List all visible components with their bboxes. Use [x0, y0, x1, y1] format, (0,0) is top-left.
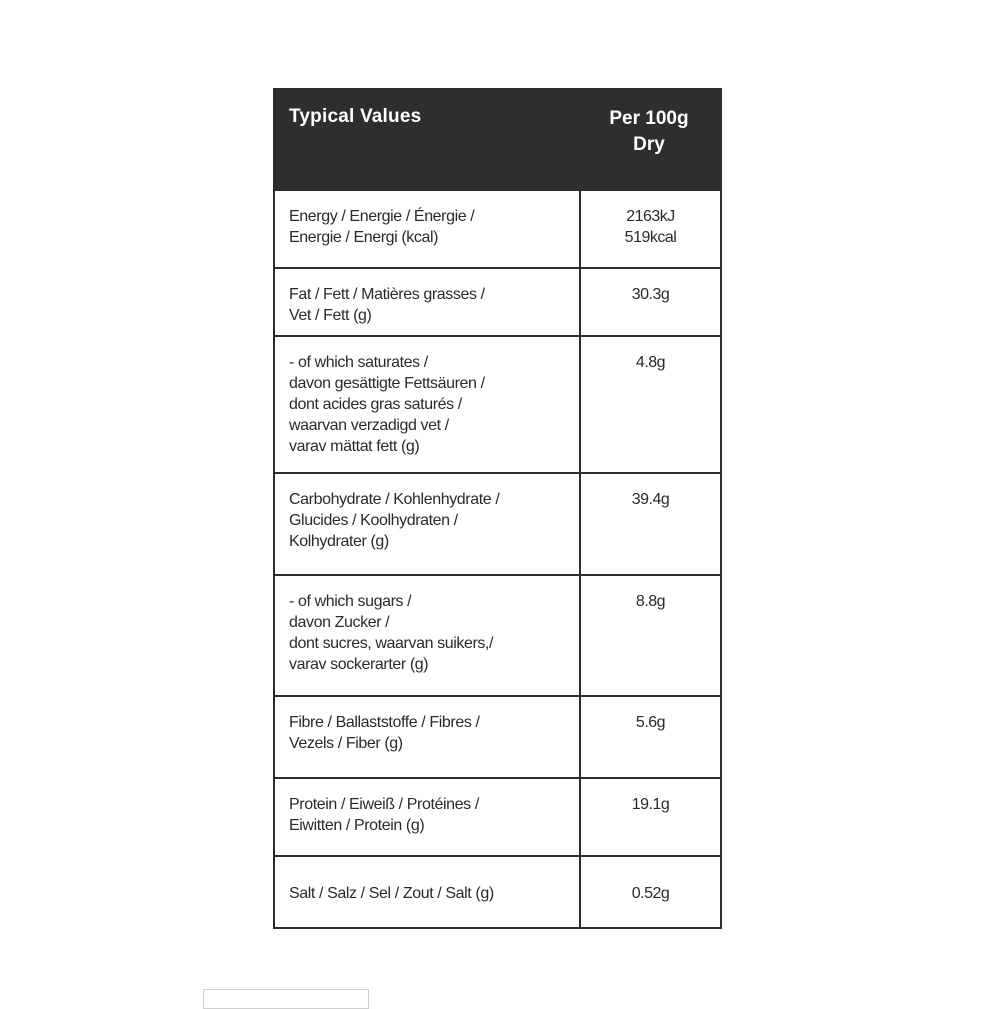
nutrient-value: 5.6g [635, 714, 666, 731]
table-header [275, 90, 720, 191]
nutrient-label: Energy / Energie / Énergie / Energie / Energi (kcal) [275, 191, 581, 267]
nutrient-value: 0.52g [631, 885, 670, 902]
nutrient-value: 19.1g [631, 796, 670, 813]
nutrient-value: 39.4g [631, 491, 670, 508]
nutrient-label: Protein / Eiweiß / Protéines / Eiwitten / Protein (g) [275, 779, 581, 855]
nutrient-value: 30.3g [631, 286, 670, 303]
header-label: Typical Values [289, 106, 422, 127]
table-row-protein [275, 779, 720, 857]
nutrient-label: - of which saturates / davon gesättigte Fettsäuren / dont acides gras saturés / waarvan verzadigd vet / varav mättat fett (g) [275, 337, 581, 472]
nutrient-label: - of which sugars / davon Zucker / dont sucres, waarvan suikers,/ varav sockerarter (g) [275, 576, 581, 695]
table-row-fibre [275, 697, 720, 779]
nutrient-label: Fat / Fett / Matières grasses / Vet / Fett (g) [275, 269, 581, 335]
table-row-energy [275, 191, 720, 269]
nutrient-value: 4.8g [635, 354, 666, 371]
nutrient-label: Fibre / Ballaststoffe / Fibres / Vezels / Fiber (g) [275, 697, 581, 777]
cropped-thumbnail-frame [203, 989, 369, 1009]
table-row-salt [275, 857, 720, 927]
header-value: Per 100g Dry [609, 108, 689, 155]
nutrient-value: 8.8g [635, 593, 666, 610]
table-row-sugars [275, 576, 720, 697]
nutrition-table [273, 88, 722, 929]
table-row-fat [275, 269, 720, 337]
table-row-carbohydrate [275, 474, 720, 576]
nutrient-label: Carbohydrate / Kohlenhydrate / Glucides / Koolhydraten / Kolhydrater (g) [275, 474, 581, 574]
nutrient-label: Salt / Salz / Sel / Zout / Salt (g) [275, 857, 581, 927]
nutrient-value: 2163kJ 519kcal [624, 208, 677, 246]
table-row-saturates [275, 337, 720, 474]
